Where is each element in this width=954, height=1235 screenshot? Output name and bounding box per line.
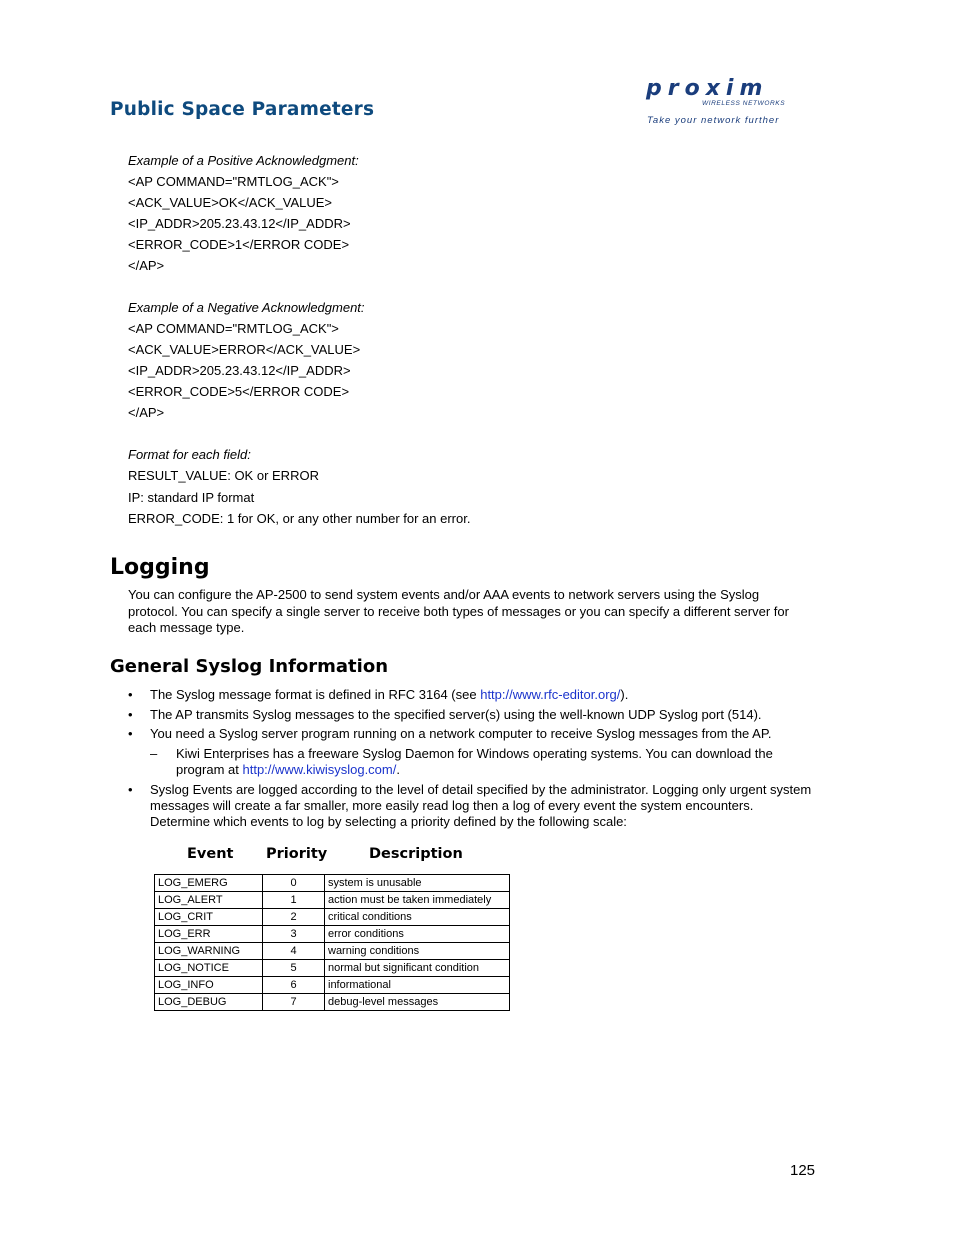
logging-paragraph	[128, 587, 818, 637]
event-cell: LOG_ALERT	[155, 892, 263, 909]
table-row	[155, 960, 510, 977]
sub-bullet-text-part: .	[396, 762, 400, 777]
code-line: </AP>	[128, 258, 165, 273]
code-line: </AP>	[128, 405, 165, 420]
bullet-text	[150, 687, 628, 703]
priority-cell: 3	[263, 926, 325, 943]
code-line: <IP_ADDR>205.23.43.12</IP_ADDR>	[128, 216, 351, 231]
rfc-editor-link[interactable]: http://www.rfc-editor.org/	[480, 687, 621, 702]
table-header-event: Event	[187, 846, 234, 862]
description-cell: error conditions	[325, 926, 510, 943]
list-item	[128, 726, 828, 742]
paragraph-line: You can configure the AP-2500 to send system events and/or AAA events to network servers using the Syslog	[128, 587, 760, 602]
bullet-text: You need a Syslog server program running on a network computer to receive Syslog messages from the AP.	[150, 726, 772, 741]
priority-cell: 5	[263, 960, 325, 977]
logo-wordmark: proxim	[646, 76, 769, 101]
syslog-events-table	[154, 874, 510, 1011]
priority-cell: 2	[263, 909, 325, 926]
negative-ack-example	[128, 297, 365, 423]
event-cell: LOG_WARNING	[155, 943, 263, 960]
list-item	[128, 782, 828, 830]
bullet-mark: •	[128, 707, 133, 722]
bullet-text-part: The Syslog message format is defined in RFC 3164 (see	[150, 687, 481, 702]
priority-cell: 4	[263, 943, 325, 960]
negative-ack-caption: Example of a Negative Acknowledgment:	[128, 300, 365, 315]
format-line: ERROR_CODE: 1 for OK, or any other number for an error.	[128, 511, 471, 526]
code-line: <ACK_VALUE>ERROR</ACK_VALUE>	[128, 342, 361, 357]
code-line: <ACK_VALUE>OK</ACK_VALUE>	[128, 195, 333, 210]
event-cell: LOG_EMERG	[155, 875, 263, 892]
sub-list-item	[150, 746, 830, 778]
sub-bullet-line	[176, 762, 773, 778]
paragraph-line: each message type.	[128, 620, 245, 635]
code-line: <AP COMMAND="RMTLOG_ACK">	[128, 321, 339, 336]
code-line: <ERROR_CODE>1</ERROR CODE>	[128, 237, 350, 252]
table-row	[155, 909, 510, 926]
proxim-logo	[646, 72, 806, 128]
dash-mark: –	[150, 746, 158, 761]
bullet-line: messages will create a far smaller, more easily read log then a log of every event the system encounters.	[150, 798, 754, 813]
positive-ack-caption: Example of a Positive Acknowledgment:	[128, 153, 359, 168]
positive-ack-example	[128, 150, 359, 276]
field-format-list	[128, 444, 470, 529]
bullet-line: Syslog Events are logged according to the level of detail specified by the administrator. Logging only urgent system	[150, 782, 812, 797]
syslog-heading: General Syslog Information	[110, 656, 389, 677]
description-cell: system is unusable	[325, 875, 510, 892]
bullet-text: The AP transmits Syslog messages to the specified server(s) using the well-known UDP Syslog port (514).	[150, 707, 762, 722]
table-row	[155, 892, 510, 909]
kiwisyslog-link[interactable]: http://www.kiwisyslog.com/	[242, 762, 397, 777]
logging-heading: Logging	[110, 555, 210, 580]
table-row	[155, 994, 510, 1011]
format-line: IP: standard IP format	[128, 490, 255, 505]
format-line: RESULT_VALUE: OK or ERROR	[128, 468, 319, 483]
bullet-line: Determine which events to log by selecting a priority defined by the following scale:	[150, 814, 627, 829]
list-item	[128, 707, 828, 723]
event-cell: LOG_DEBUG	[155, 994, 263, 1011]
description-cell: debug-level messages	[325, 994, 510, 1011]
table-row	[155, 875, 510, 892]
description-cell: informational	[325, 977, 510, 994]
table-header-priority: Priority	[266, 846, 328, 862]
bullet-mark: •	[128, 687, 133, 702]
event-cell: LOG_ERR	[155, 926, 263, 943]
bullet-text-part: ).	[620, 687, 629, 702]
event-cell: LOG_INFO	[155, 977, 263, 994]
event-cell: LOG_NOTICE	[155, 960, 263, 977]
sub-bullet-text	[176, 746, 773, 778]
priority-cell: 7	[263, 994, 325, 1011]
description-cell: normal but significant condition	[325, 960, 510, 977]
event-cell: LOG_CRIT	[155, 909, 263, 926]
table-row	[155, 943, 510, 960]
code-line: <AP COMMAND="RMTLOG_ACK">	[128, 174, 339, 189]
section-header-title: Public Space Parameters	[110, 99, 375, 120]
code-line: <IP_ADDR>205.23.43.12</IP_ADDR>	[128, 363, 351, 378]
page-number: 125	[790, 1162, 816, 1179]
bullet-text	[150, 782, 811, 830]
code-line: <ERROR_CODE>5</ERROR CODE>	[128, 384, 350, 399]
bullet-mark: •	[128, 782, 133, 797]
logo-subtitle: WIRELESS NETWORKS	[702, 100, 786, 107]
description-cell: action must be taken immediately	[325, 892, 510, 909]
sub-bullet-line: Kiwi Enterprises has a freeware Syslog Daemon for Windows operating systems. You can download the	[176, 746, 773, 761]
list-item	[128, 687, 828, 703]
table-row	[155, 977, 510, 994]
description-cell: warning conditions	[325, 943, 510, 960]
format-caption: Format for each field:	[128, 447, 251, 462]
priority-cell: 0	[263, 875, 325, 892]
table-row	[155, 926, 510, 943]
priority-cell: 1	[263, 892, 325, 909]
priority-cell: 6	[263, 977, 325, 994]
logo-tagline: Take your network further	[647, 115, 780, 126]
description-cell: critical conditions	[325, 909, 510, 926]
table-header-description: Description	[369, 846, 463, 862]
bullet-mark: •	[128, 726, 133, 741]
sub-bullet-text-part: program at	[176, 762, 243, 777]
paragraph-line: protocol. You can specify a single server to receive both types of messages or you can specify a different server for	[128, 603, 789, 619]
